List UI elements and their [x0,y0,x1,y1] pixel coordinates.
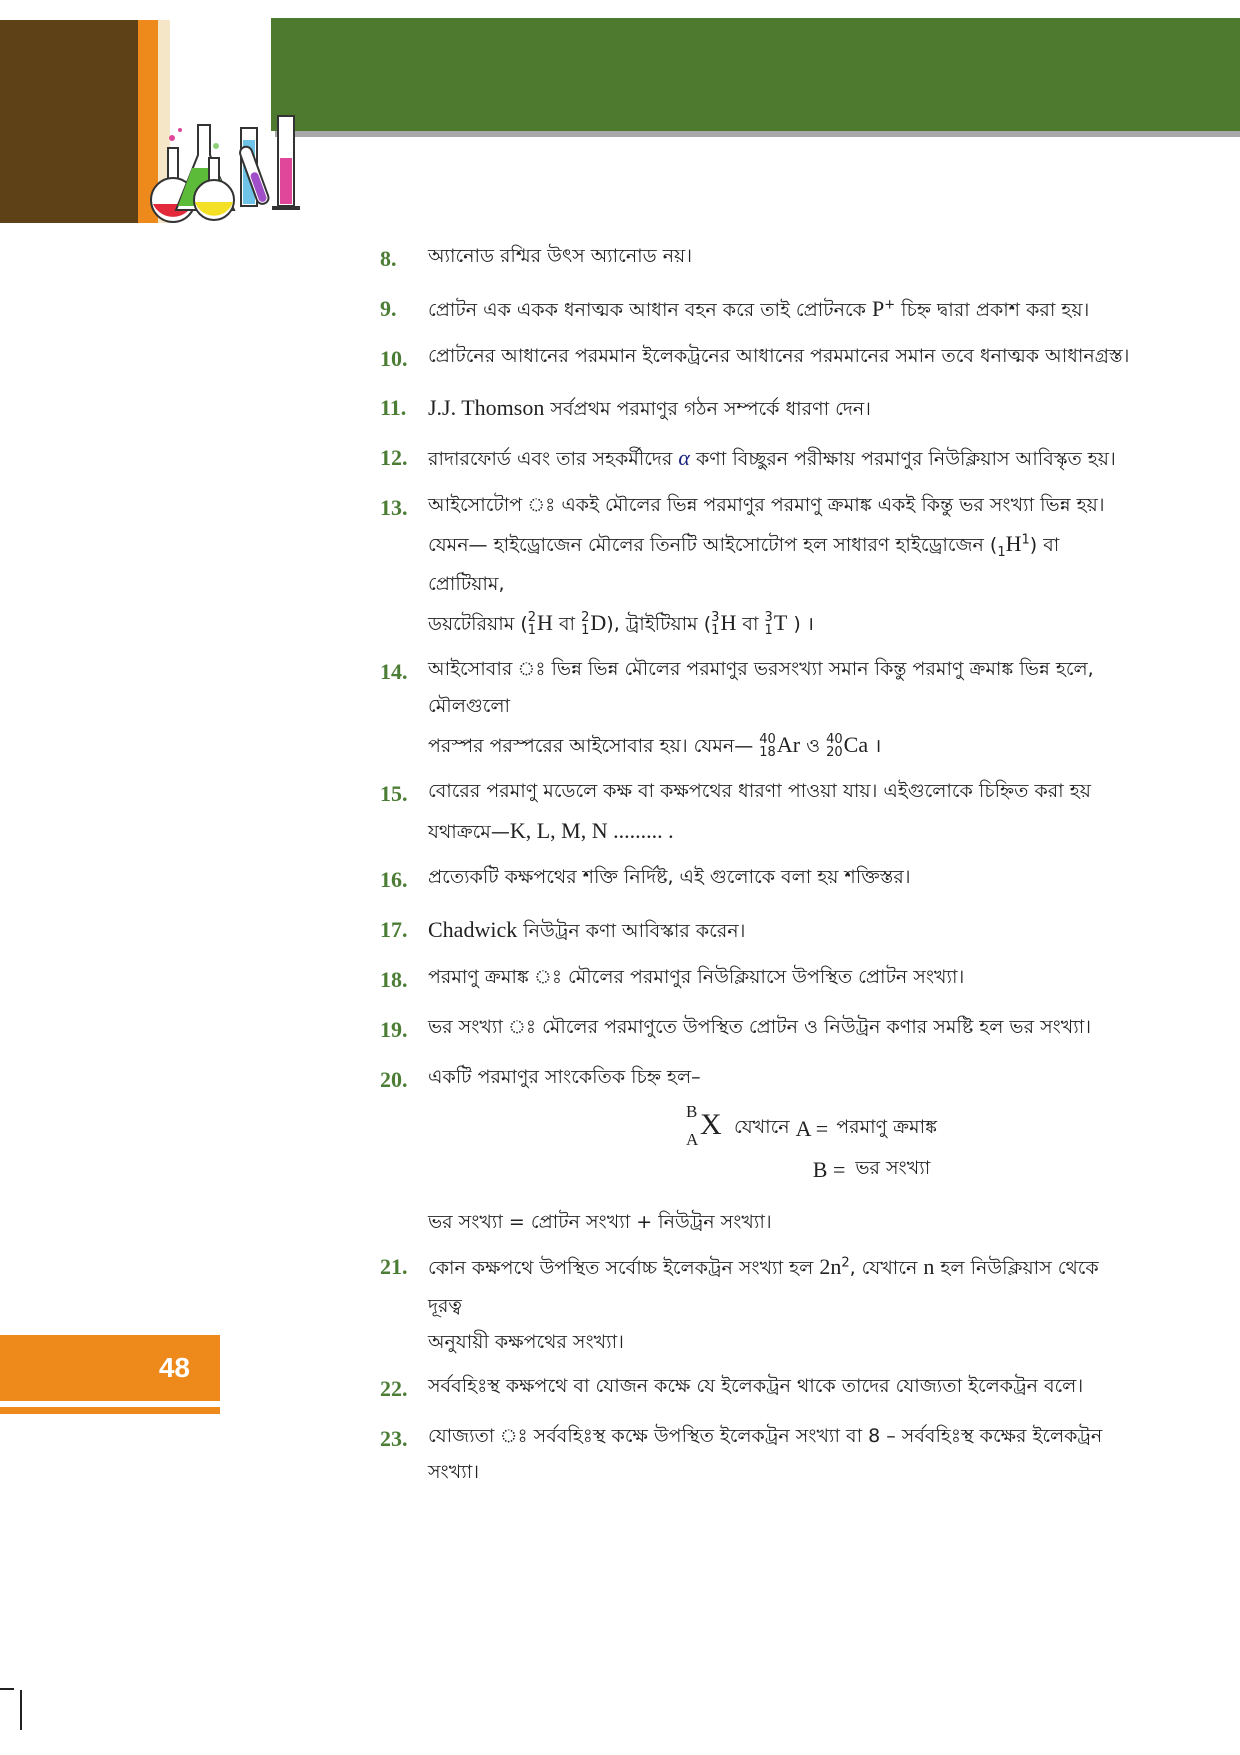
nuclide-formula: B X A যেখানে A = পরমাণু ক্রমাঙ্ক B = ভর সংখ্যা ভর সংখ্যা = প্রোটন সংখ্যা + নিউট্রন সংখ্যা। [428,1104,1135,1240]
list-item: 14. আইসোবার ঃ ভিন্ন ভিন্ন মৌলের পরমাণুর ভরসংখ্যা সমান কিন্তু পরমাণু ক্রমাঙ্ক ভিন্ন হলে, মৌলগুলো পরস্পর পরস্পরের আইসোবার হয়। যেমন— 40 18 Ar ও 40 20 Ca । [380,658,1094,761]
list-item: 8. অ্যানোড রশ্মির উৎস অ্যানোড নয়। [380,245,693,271]
alpha-symbol: α [678,445,690,471]
list-item: 18. পরমাণু ক্রমাঙ্ক ঃ মৌলের পরমাণুর নিউক্লিয়াসে উপস্থিত প্রোটন সংখ্যা। [380,965,965,992]
page-number: 48 [0,1335,220,1401]
list-item: 15. বোরের পরমাণু মডেলে কক্ষ বা কক্ষপথের ধারণা পাওয়া যায়। এইগুলোকে চিহ্নিত করা হয় যথাক্রমে—K, L, M, N ......... . [380,780,1091,843]
header-green-shadow [275,131,1240,137]
lab-glassware-icon [146,110,316,225]
header-green-band [271,18,1240,131]
page-number-underline [0,1407,220,1414]
header-brown-band [0,20,138,223]
list-item: 12. রাদারফোর্ড এবং তার সহকর্মীদের α কণা বিচ্ছুরন পরীক্ষায় পরমাণুর নিউক্লিয়াস আবিস্কৃত হয়। [380,445,1116,471]
list-item: 19. ভর সংখ্যা ঃ মৌলের পরমাণুতে উপস্থিত প্রোটন ও নিউট্রন কণার সমষ্টি হল ভর সংখ্যা। [380,1015,1092,1042]
mass-number-equation: ভর সংখ্যা = প্রোটন সংখ্যা + নিউট্রন সংখ্যা। [428,1211,772,1234]
list-item: 11. J.J. Thomson সর্বপ্রথম পরমাণুর গঠন সম্পর্কে ধারণা দেন। [380,395,871,421]
list-item: 20. একটি পরমাণুর সাংকেতিক চিহ্ন হল– [380,1065,701,1092]
list-item: 9. প্রোটন এক একক ধনাত্মক আধান বহন করে তাই প্রোটনকে P+ চিহ্ন দ্বারা প্রকাশ করা হয়। [380,295,1090,321]
list-item: 21. কোন কক্ষপথে উপস্থিত সর্বোচ্চ ইলেকট্রন সংখ্যা হল $2n^2$, যেখানে n হল নিউক্লিয়াস থেকে দূরত্ব অনুযায়ী কক্ষপথের সংখ্যা। [380,1254,1099,1354]
nuclide-symbol: B X A [686,1102,722,1150]
list-item: 23. যোজ্যতা ঃ সর্ববহিঃস্থ কক্ষে উপস্থিত ইলেকট্রন সংখ্যা বা 8 – সর্ববহিঃস্থ কক্ষের ইলেকট্রন সংখ্যা। [380,1425,1103,1484]
crop-mark [0,1688,14,1690]
list-item: 13. আইসোটোপ ঃ একই মৌলের ভিন্ন পরমাণুর পরমাণু ক্রমাঙ্ক একই কিন্তু ভর সংখ্যা ভিন্ন হয়। যেমন— হাইড্রোজেন মৌলের তিনটি আইসোটোপ হল সাধারণ হাইড্রোজেন $(_1H^1)$ বা প্রোটিয়াম, ডয়টেরিয়াম ( 2 1 H বা 2 1 D), ট্রাইটিয়াম ( 3 1 H বা 3 1 T ) । [380,493,1105,639]
crop-mark [20,1690,22,1730]
fact-list [380,238,1135,1498]
list-item: 22. সর্ববহিঃস্থ কক্ষপথে বা যোজন কক্ষে যে ইলেকট্রন থাকে তাদের যোজ্যতা ইলেকট্রন বলে। [380,1375,1084,1402]
list-item: 16. প্রত্যেকটি কক্ষপথের শক্তি নির্দিষ্ট, এই গুলোকে বলা হয় শক্তিস্তর। [380,866,911,893]
list-item: 17. Chadwick নিউট্রন কণা আবিস্কার করেন। [380,917,746,943]
list-item: 10. প্রোটনের আধানের পরমমান ইলেকট্রনের আধানের পরমমানের সমান তবে ধনাত্মক আধানগ্রস্ত। [380,344,1130,371]
